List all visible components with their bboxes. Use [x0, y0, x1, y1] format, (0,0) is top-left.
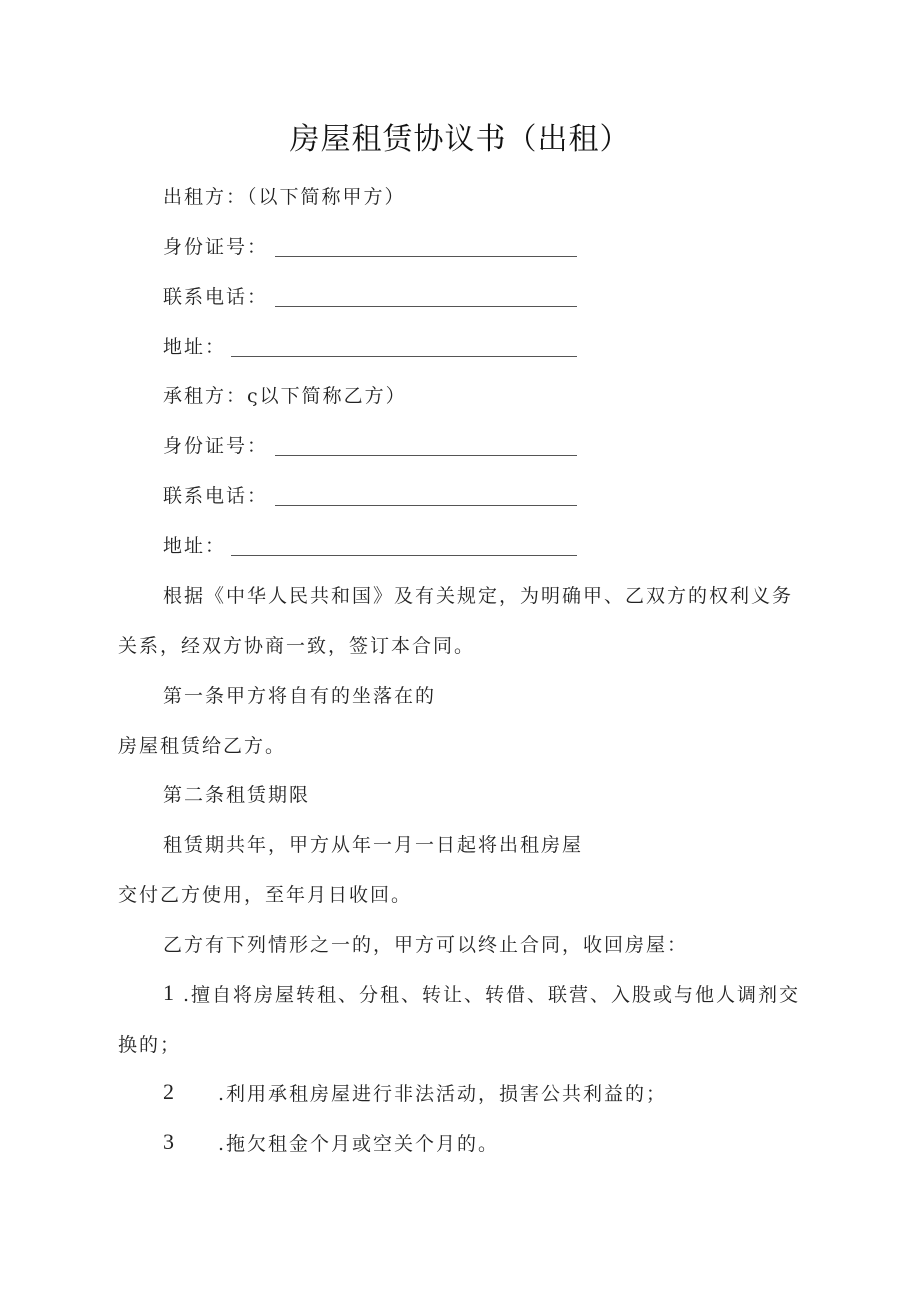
lessor-id-blank — [275, 256, 577, 257]
item-3-number: 3 — [163, 1129, 174, 1154]
lessee-id-blank — [275, 455, 577, 456]
lessee-address-label: 地址： — [163, 535, 227, 557]
item-2-number: 2 — [163, 1079, 174, 1104]
item-2-text: .利用承租房屋进行非法活动，损害公共利益的； — [218, 1083, 668, 1105]
lessor-id-label: 身份证号： — [163, 236, 269, 258]
preamble-line-2: 关系，经双方协商一致，签订本合同。 — [118, 635, 476, 657]
termination-intro: 乙方有下列情形之一的，甲方可以终止合同，收回房屋： — [163, 934, 689, 956]
item-3-text: .拖欠租金个月或空关个月的。 — [218, 1133, 500, 1155]
document-title: 房屋租赁协议书（出租） — [289, 122, 631, 157]
preamble-line-1: 根据《中华人民共和国》及有关规定，为明确甲、乙双方的权利义务 — [163, 585, 794, 607]
lessor-address-blank — [231, 356, 577, 357]
lessor-phone-blank — [275, 306, 577, 307]
item-1-text-cont: 换的； — [118, 1034, 182, 1056]
article-1-line-1: 第一条甲方将自有的坐落在的 — [163, 685, 437, 707]
lessee-label: 承租方：ς以下简称乙方） — [163, 385, 407, 407]
article-2-line-1: 租赁期共年，甲方从年一月一日起将出租房屋 — [163, 834, 584, 856]
lessee-id-label: 身份证号： — [163, 435, 269, 457]
lessor-address-label: 地址： — [163, 336, 227, 358]
article-1-line-2: 房屋租赁给乙方。 — [118, 735, 287, 757]
lessor-phone-label: 联系电话： — [163, 286, 269, 308]
lessee-address-blank — [231, 555, 577, 556]
item-1-text: .擅自将房屋转租、分租、转让、转借、联营、入股或与他人调剂交 — [183, 984, 801, 1006]
lessee-phone-blank — [275, 505, 577, 506]
lessor-label: 出租方：（以下简称甲方） — [163, 186, 406, 208]
lessee-phone-label: 联系电话： — [163, 485, 269, 507]
article-2-line-2: 交付乙方使用，至年月日收回。 — [118, 884, 413, 906]
article-2-heading: 第二条租赁期限 — [163, 784, 311, 806]
item-1-number: 1 — [163, 980, 174, 1005]
